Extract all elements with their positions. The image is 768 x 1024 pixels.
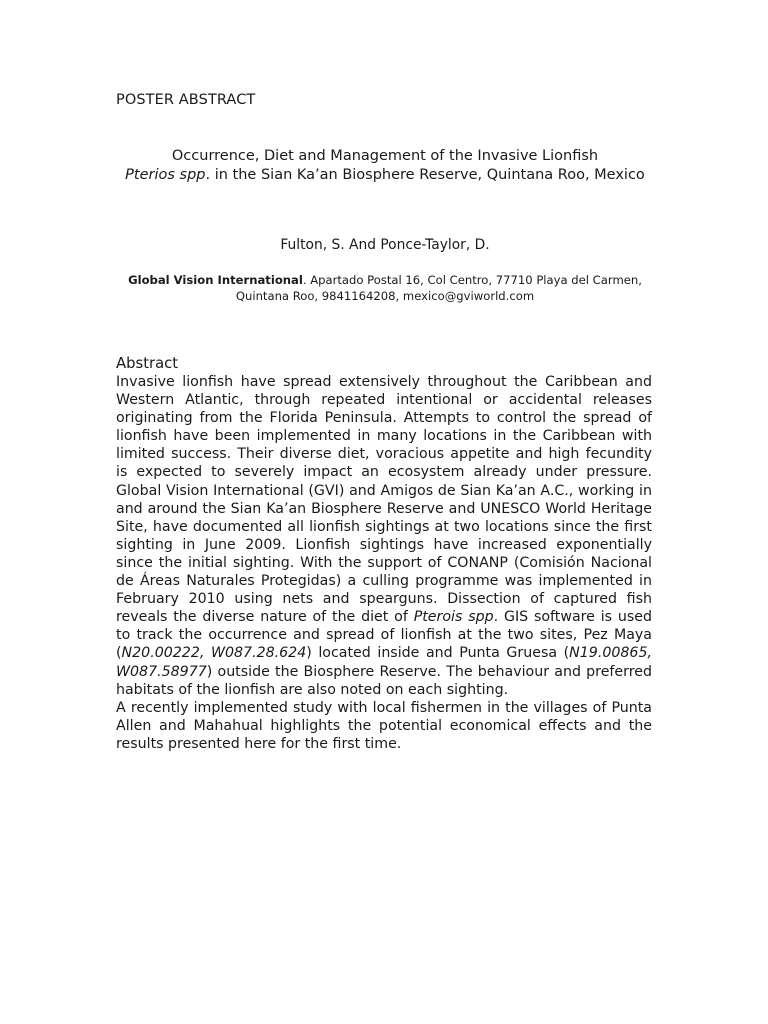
site-coordinates: N19.00865, W087.58977 — [116, 645, 652, 680]
abstract-heading: Abstract — [116, 355, 179, 372]
title-text-continued: . in the Sian Ka’an Biosphere Reserve, Quintana Roo, Mexico — [205, 166, 645, 183]
title-text: Occurrence, Diet and Management of the Invasive Lionfish — [171, 148, 599, 164]
affiliation-organization: Global Vision International — [128, 273, 303, 287]
abstract-body — [116, 373, 652, 753]
abstract-paragraph — [116, 373, 652, 699]
abstract-paragraph: A recently implemented study with local fishermen in the villages of Punta Allen and Mahahual highlights the potential economical effects and the results presented here for the first time. — [116, 699, 652, 752]
affiliation — [116, 272, 654, 304]
abstract-text: ) located inside and Punta Gruesa ( — [306, 645, 570, 662]
paper-title — [100, 147, 670, 184]
abstract-text: Invasive lionfish have spread extensively throughout the Caribbean and Western Atlantic, through repeated intentional or accidental releases originating from the Florida Peninsula. Attempts to control the spread of lionfish have been implemented in many locations in the Caribbean with limited success. Their diverse diet, voracious appetite and high fecundity is expected to severely impact an ecosystem already under pressure. Global Vision International (GVI) and Amigos de Sian Ka’an A.C., working in and around the Sian Ka’an Biosphere Reserve and UNESCO World Heritage Site, have documented all lionfish sightings at two locations since the first sighting in June 2009. Lionfish sightings have increased exponentially since the initial sighting. With the support of CONANP (Comisión Nacional de Áreas Naturales Protegidas) a culling programme was implemented in February 2010 using nets and spearguns. Dissection of captured fish reveals the diverse nature of the diet of — [116, 374, 652, 626]
abstract-species: Pterois spp — [413, 609, 494, 626]
abstract-text: ) outside the Biosphere Reserve. The behaviour and preferred habitats of the lionfish are also noted on each sighting. — [116, 663, 652, 698]
abstract-text: . GIS software is used to track the occurrence and spread of lionfish at the two sites, Pez Maya ( — [116, 609, 653, 662]
affiliation-address: . Apartado Postal 16, Col Centro, 77710 Playa del Carmen, Quintana Roo, 9841164208, mexico@gviworld.com — [235, 273, 642, 303]
authors: Fulton, S. And Ponce-Taylor, D. — [280, 237, 490, 253]
title-species: Pterios spp — [125, 166, 206, 183]
section-label: POSTER ABSTRACT — [116, 92, 256, 108]
site-coordinates: N20.00222, W087.28.624 — [121, 645, 307, 662]
